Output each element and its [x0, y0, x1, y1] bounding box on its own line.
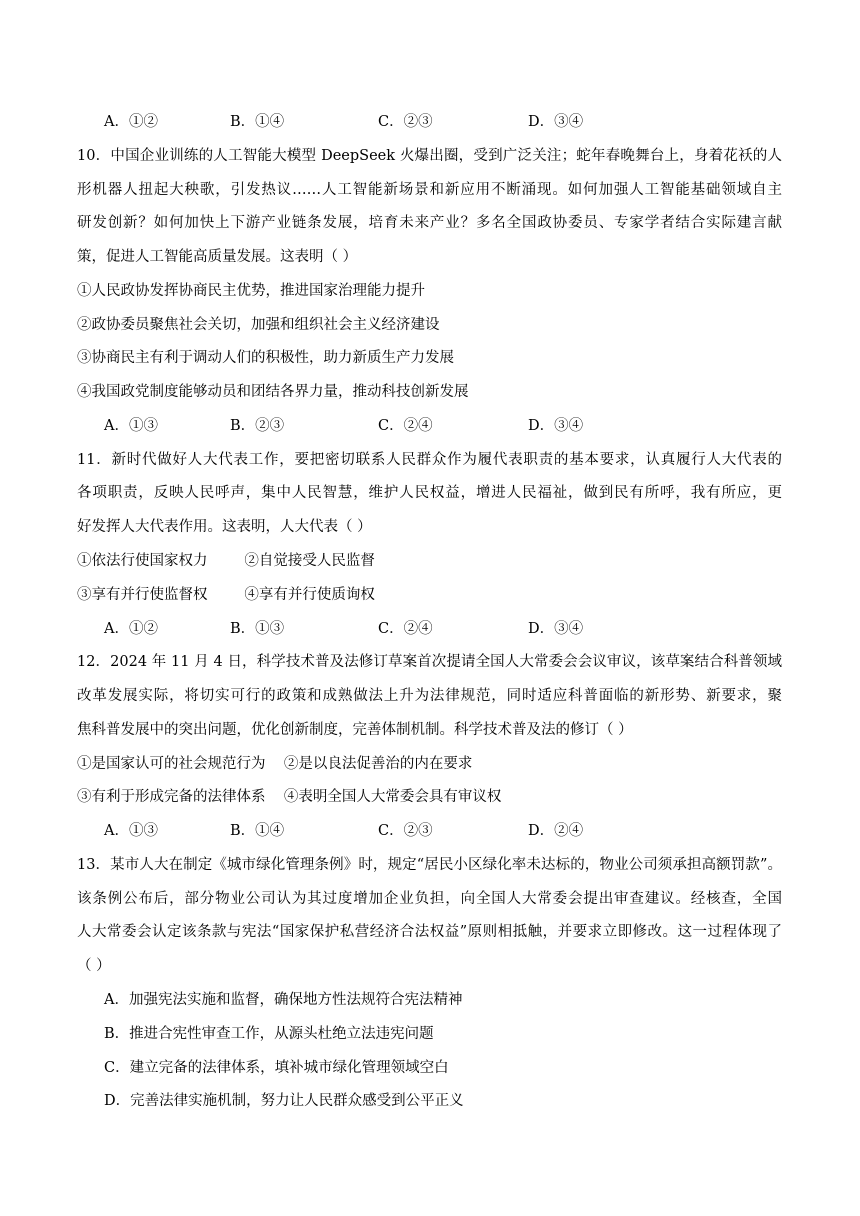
q10-stem-line: 形机器人扭起大秧歌，引发热议……人工智能新场景和新应用不断涌现。如何加强人工智能基础领域自主 [77, 182, 782, 198]
q12-statement: ①是国家认可的社会规范行为 ②是以良法促善治的内在要求 [77, 756, 473, 772]
q9-option-d: D．③④ [528, 114, 584, 130]
q12-stem-line: 焦科普发展中的突出问题，优化创新制度，完善体制机制。科学技术普及法的修订（ ） [77, 722, 633, 738]
q13-stem-line: 该条例公布后，部分物业公司认为其过度增加企业负担，向全国人大常委会提出审查建议。经核查，全国 [77, 891, 782, 907]
q10-option-b: B．②③ [230, 418, 285, 434]
q10-statement: ④我国政党制度能够动员和团结各界力量，推动科技创新发展 [77, 384, 469, 400]
q13-stem-line: （ ） [77, 958, 111, 974]
q12-option-c: C．②③ [378, 823, 433, 839]
q12-option-b: B．①④ [230, 823, 285, 839]
q10-statement: ①人民政协发挥协商民主优势，推进国家治理能力提升 [77, 283, 425, 299]
q11-statement: ①依法行使国家权力 ②自觉接受人民监督 [77, 553, 375, 569]
q11-option-a: A．①② [104, 621, 158, 637]
q9-option-b: B．①④ [230, 114, 285, 130]
q13-option-d: D．完善法律实施机制，努力让人民群众感受到公平正义 [104, 1093, 464, 1109]
q11-option-b: B．①③ [230, 621, 285, 637]
q10-option-c: C．②④ [378, 418, 433, 434]
q13-stem-line: 13．某市人大在制定《城市绿化管理条例》时，规定“居民小区绿化率未达标的，物业公司须承担高额罚款”。 [77, 857, 782, 873]
q12-option-a: A．①③ [104, 823, 158, 839]
q10-stem-line: 策，促进人工智能高质量发展。这表明（ ） [77, 249, 358, 265]
q11-option-d: D．③④ [528, 621, 584, 637]
q12-statement: ③有利于形成完备的法律体系 ④表明全国人大常委会具有审议权 [77, 789, 502, 805]
q12-option-d: D．②④ [528, 823, 584, 839]
q11-stem-line: 11．新时代做好人大代表工作，要把密切联系人民群众作为履代表职责的基本要求，认真履行人大代表的 [77, 452, 782, 468]
q10-option-d: D．③④ [528, 418, 584, 434]
q12-stem-line: 改革发展实际，将切实可行的政策和成熟做法上升为法律规范，同时适应科普面临的新形势、新要求，聚 [77, 688, 782, 704]
q10-stem-line: 研发创新？如何加快上下游产业链条发展，培育未来产业？多名全国政协委员、专家学者结合实际建言献 [77, 215, 782, 231]
q11-stem-line: 好发挥人大代表作用。这表明，人大代表（ ） [77, 519, 372, 535]
q11-option-c: C．②④ [378, 621, 433, 637]
q9-option-a: A．①② [104, 114, 158, 130]
q10-statement: ③协商民主有利于调动人们的积极性，助力新质生产力发展 [77, 350, 454, 366]
q13-option-c: C．建立完备的法律体系，填补城市绿化管理领域空白 [104, 1060, 449, 1076]
q13-option-a: A．加强宪法实施和监督，确保地方性法规符合宪法精神 [104, 992, 463, 1008]
q10-option-a: A．①③ [104, 418, 158, 434]
q12-stem-line: 12．2024 年 11 月 4 日，科学技术普及法修订草案首次提请全国人大常委会会议审议，该草案结合科普领域 [77, 654, 782, 670]
q10-stem-line: 10．中国企业训练的人工智能大模型 DeepSeek 火爆出圈，受到广泛关注；蛇年春晚舞台上，身着花袄的人 [77, 148, 782, 164]
q13-stem-line: 人大常委会认定该条款与宪法“国家保护私营经济合法权益”原则相抵触，并要求立即修改。这一过程体现了 [77, 924, 782, 940]
q13-option-b: B．推进合宪性审查工作，从源头杜绝立法违宪问题 [104, 1026, 434, 1042]
q11-stem-line: 各项职责，反映人民呼声，集中人民智慧，维护人民权益，增进人民福祉，做到民有所呼，我有所应，更 [77, 485, 782, 501]
q9-option-c: C．②③ [378, 114, 433, 130]
q11-statement: ③享有并行使监督权 ④享有并行使质询权 [77, 587, 375, 603]
q10-statement: ②政协委员聚焦社会关切，加强和组织社会主义经济建设 [77, 317, 440, 333]
